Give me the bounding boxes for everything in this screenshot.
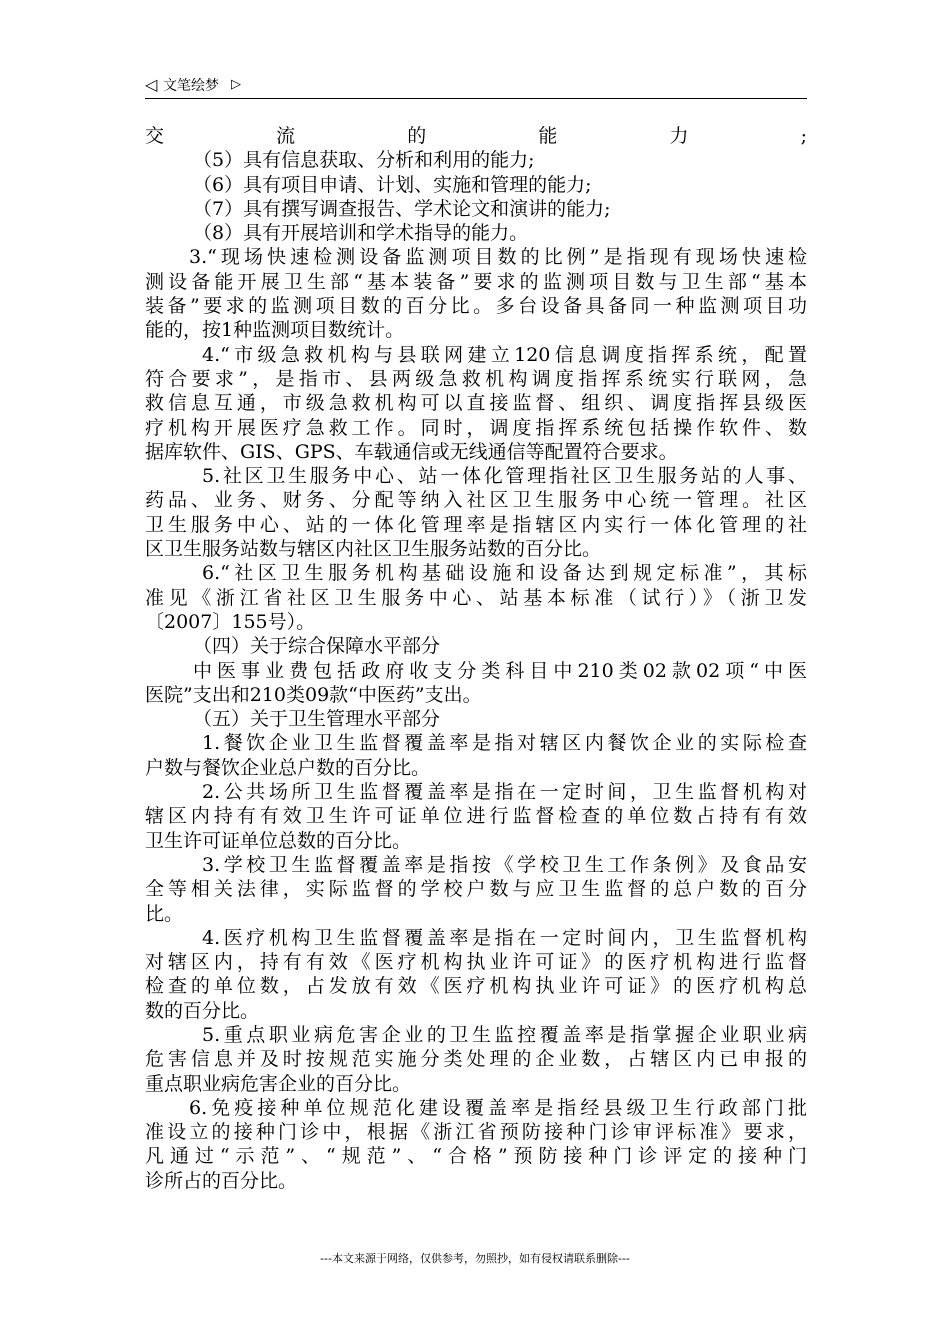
section-heading: （四）关于综合保障水平部分 [193,635,441,658]
body-line: 危害信息并及时按规范实施分类处理的企业数，占辖区内已申报的 [145,1048,807,1071]
body-line: 准见《浙江省社区卫生服务中心、站基本标准（试行）》（浙卫发 [145,586,807,609]
section-heading: （五）关于卫生管理水平部分 [193,708,441,731]
body-line: 凡通过“示范”、“规范”、“合格”预防接种门诊评定的接种门 [145,1145,807,1168]
body-line: （6）具有项目申请、计划、实施和管理的能力; [193,173,592,196]
body-line: 6.免疫接种单位规范化建设覆盖率是指经县级卫生行政部门批 [189,1096,807,1119]
body-line: 5.重点职业病危害企业的卫生监控覆盖率是指掌握企业职业病 [202,1023,807,1046]
body-line: 医院”支出和210类09款“中医药”支出。 [145,683,482,706]
triangle-left-icon: ◁ [145,75,158,94]
body-line: 卫生许可证单位总数的百分比。 [145,829,412,852]
body-line: 5.社区卫生服务中心、站一体化管理指社区卫生服务站的人事、 [202,465,807,488]
body-line: 药品、业务、财务、分配等纳入社区卫生服务中心统一管理。社区 [145,489,807,512]
body-line: （8）具有开展培训和学术指导的能力。 [193,222,529,245]
body-line: 1.餐饮企业卫生监督覆盖率是指对辖区内餐饮企业的实际检查 [202,732,807,755]
body-line: 〔2007〕155号）。 [145,610,316,633]
body-line: 装备”要求的监测项目数的百分比。多台设备具备同一种监测项目功 [145,295,807,318]
body-line: 检查的单位数，占发放有效《医疗机构执业许可证》的医疗机构总 [145,975,807,998]
page-header [145,74,807,99]
body-line: 中医事业费包括政府收支分类科目中210类02款02项“中医 [193,659,807,682]
body-line: 对辖区内，持有有效《医疗机构执业许可证》的医疗机构进行监督 [145,951,807,974]
body-line: 符合要求”，是指市、县两级急救机构调度指挥系统实行联网，急 [145,367,807,390]
body-line: 4.“市级急救机构与县联网建立120信息调度指挥系统，配置 [202,343,807,366]
body-line: 能的，按1种监测项目数统计。 [145,319,405,342]
body-line: 4.医疗机构卫生监督覆盖率是指在一定时间内，卫生监督机构 [202,926,807,949]
body-line: 诊所占的百分比。 [145,1169,298,1192]
body-line: 2.公共场所卫生监督覆盖率是指在一定时间，卫生监督机构对 [202,781,807,804]
body-line: 区卫生服务站数与辖区内社区卫生服务站数的百分比。 [145,538,602,561]
body-line: 准设立的接种门诊中，根据《浙江省预防接种门诊审评标准》要求， [145,1121,807,1144]
body-line: （7）具有撰写调查报告、学术论文和演讲的能力; [193,197,611,220]
page-footer: ---本文来源于网络，仅供参考，勿照抄，如有侵权请联系删除--- [320,1252,630,1265]
body-line: 户数与餐饮企业总户数的百分比。 [145,756,431,779]
body-line: 6.“社区卫生服务机构基础设施和设备达到规定标准”，其标 [202,562,807,585]
body-line: 全等相关法律，实际监督的学校户数与应卫生监督的总户数的百分 [145,878,807,901]
document-body [145,124,807,1193]
body-line: 交流的能力; [145,125,807,147]
body-line: 疗机构开展医疗急救工作。同时，调度指挥系统包括操作软件、数 [145,416,807,439]
body-line: 重点职业病危害企业的百分比。 [145,1072,412,1095]
body-line: 3.学校卫生监督覆盖率是指按《学校卫生工作条例》及食品安 [202,853,807,876]
body-line: 3.“现场快速检测设备监测项目数的比例”是指现有现场快速检 [189,246,807,269]
body-line: 卫生服务中心、站的一体化管理率是指辖区内实行一体化管理的社 [145,513,807,536]
body-line: 比。 [145,902,184,925]
header-brand: 文笔绘梦 [163,78,219,94]
body-line: 救信息互通，市级急救机构可以直接监督、组织、调度指挥县级医 [145,392,807,415]
triangle-right-icon: ▷ [231,77,241,92]
body-line: （5）具有信息获取、分析和利用的能力; [193,149,535,172]
body-line: 据库软件、GIS、GPS、车载通信或无线通信等配置符合要求。 [145,440,678,463]
body-line: 辖区内持有有效卫生许可证单位进行监督检查的单位数占持有有效 [145,805,807,828]
body-line: 测设备能开展卫生部“基本装备”要求的监测项目数与卫生部“基本 [145,270,807,293]
body-line: 数的百分比。 [145,999,260,1022]
